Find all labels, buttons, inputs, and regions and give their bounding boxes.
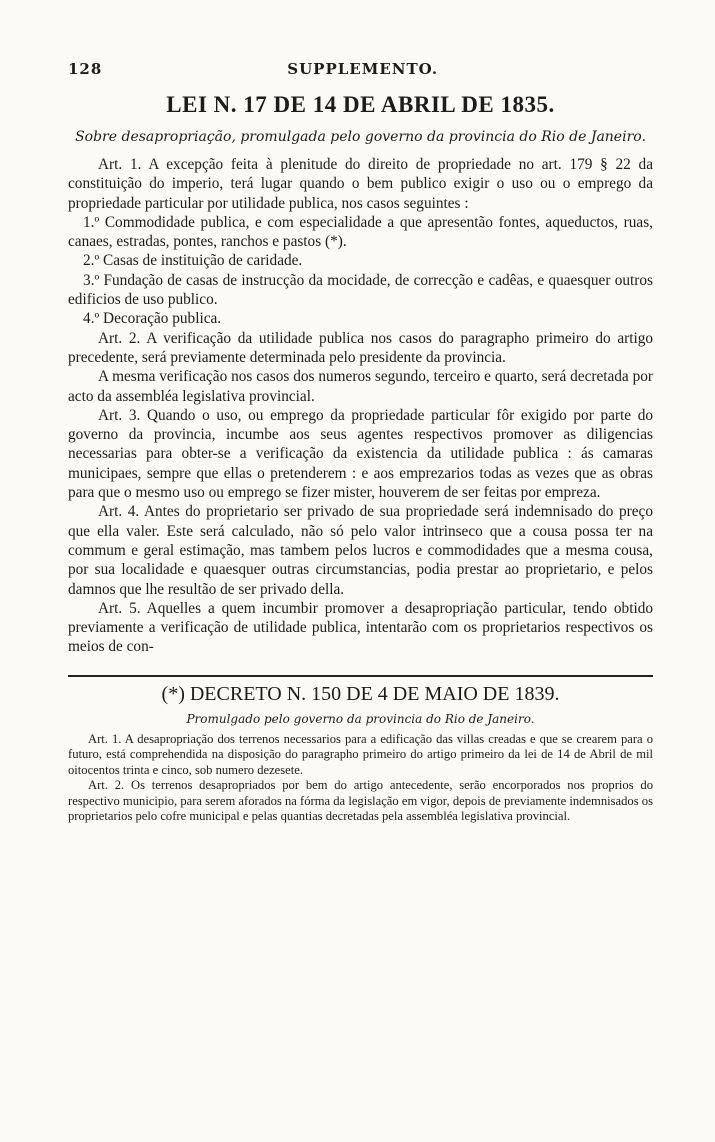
law-body xyxy=(68,155,653,657)
article-5: Art. 5. Aquelles a quem incumbir promover a desapropriação particular, tendo obtido previamente a verificação de utilidade publica, intentarão com os proprietarios respectivos os meios de con- xyxy=(68,599,653,656)
list-item-1: 1.º Commodidade publica, e com especialidade a que apresentão fontes, aqueductos, ruas, canaes, estradas, pontes, ranchos e pastos (*). xyxy=(68,213,653,251)
article-3: Art. 3. Quando o uso, ou emprego da propriedade particular fôr exigido por parte do governo da provincia, incumbe aos seus agentes respectivos promover as diligencias necessarias para obter-se a verificação da existencia da utilidade publica : ás camaras municipaes, sempre que ellas o pretenderem : e aos emprezarios todas as vezes que as obras para que o mesmo uso ou emprego se fizer mister, houverem de ser feitas por empreza. xyxy=(68,406,653,502)
page-number: 128 xyxy=(68,60,103,78)
list-item-3: 3.º Fundação de casas de instrucção da mocidade, de correcção e cadêas, e quaesquer outros edificios de uso publico. xyxy=(68,271,653,309)
article-2: Art. 2. A verificação da utilidade publica nos casos do paragrapho primeiro do artigo precedente, será previamente determinada pelo presidente da provincia. xyxy=(68,329,653,366)
running-header xyxy=(68,60,653,78)
footnote-body xyxy=(68,732,653,825)
footnote-divider xyxy=(68,675,653,677)
page xyxy=(68,60,653,825)
footnote-title: (*) DECRETO N. 150 DE 4 DE MAIO DE 1839. xyxy=(161,682,560,705)
article-1: Art. 1. A excepção feita à plenitude do direito de propriedade no art. 179 § 22 da constituição do imperio, terá lugar quando o bem publico exigir o uso ou o emprego da propriedade particular por utilidade publica, nos casos seguintes : xyxy=(68,156,653,212)
footnote-subtitle: Promulgado pelo governo da provincia do Rio de Janeiro. xyxy=(186,711,535,726)
law-subtitle: Sobre desapropriação, promulgada pelo governo da provincia do Rio de Janeiro. xyxy=(75,129,646,145)
list-item-2: 2.º Casas de instituição de caridade. xyxy=(83,252,303,270)
article-2-continuation: A mesma verificação nos casos dos numeros segundo, terceiro e quarto, será decretada por acto da assembléa legislativa provincial. xyxy=(68,368,653,405)
footnote-article-1: Art. 1. A desapropriação dos terrenos necessarios para a edificação das villas creadas e que se crearem para o futuro, está comprehendida na disposição do paragrapho primeiro do artigo primeiro da lei de 14 de Abril de mil oitocentos trinta e cinco, sob numero dezesete. xyxy=(68,731,653,777)
running-title: SUPPLEMENTO. xyxy=(287,60,439,78)
footnote-article-2: Art. 2. Os terrenos desapropriados por bem do artigo antecedente, serão encorporados nos proprios do respectivo municipio, para serem aforados na fórma da legislação em vigor, depois de previamente indemnisados os proprietarios pelo cofre municipal e pelas quantias decretadas pela assembléa legislativa provincial. xyxy=(68,778,653,824)
list-item-4: 4.º Decoração publica. xyxy=(83,310,222,328)
law-title: LEI N. 17 DE 14 DE ABRIL DE 1835. xyxy=(166,92,555,117)
article-4: Art. 4. Antes do proprietario ser privado de sua propriedade será indemnisado do preço que ella valer. Este será calculado, não só pelo valor intrinseco que a cousa possa ter na commum e geral estimação, mas tambem pelos lucros e commodidades que a mesma cousa, por sua localidade e quaesquer outras circumstancias, podia prestar ao proprietario, e pelos damnos que lhe resultão de ser privado della. xyxy=(68,503,653,598)
